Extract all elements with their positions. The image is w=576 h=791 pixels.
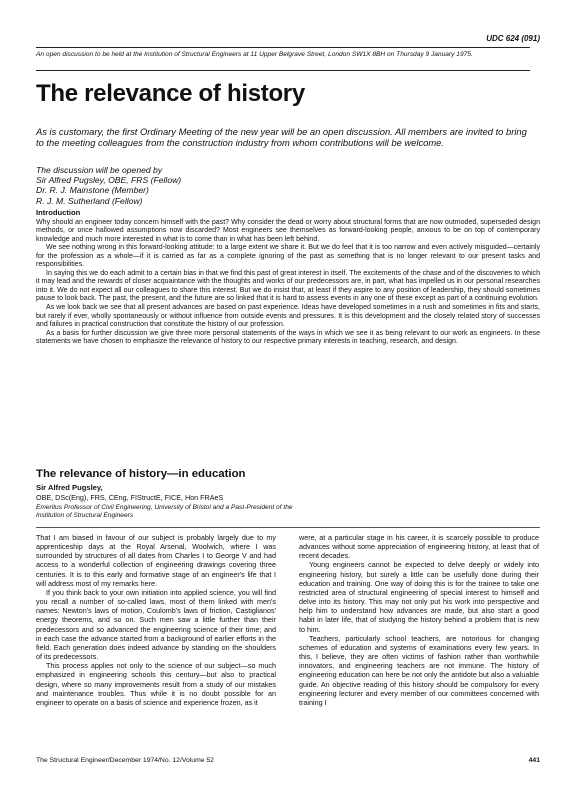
opened-by-line: Dr. R. J. Mainstone (Member) xyxy=(36,185,149,196)
opened-by-line: The discussion will be opened by xyxy=(36,165,163,175)
introduction-section xyxy=(36,209,540,347)
section-title: The relevance of history—in education xyxy=(36,468,246,480)
section-rule xyxy=(36,527,540,528)
body-paragraph: This process applies not only to the science of our subject—so much emphasized in engineering schools this century—but also to practical design, where so many improvements result from a study of our mistakes and maintenance troubles. Thus while it is no doubt possible for an engineer to operate on a basis of science and experience frozen, as it xyxy=(36,661,276,707)
author-qualifications: OBE, DSc(Eng), FRS, CEng, FIStructE, FICE, Hon FRAeS xyxy=(36,493,224,502)
top-rule xyxy=(36,47,530,48)
opened-by-block xyxy=(36,165,336,206)
introduction-heading: Introduction xyxy=(36,208,81,217)
discussion-notice: An open discussion to be held at the Institution of Structural Engineers at 11 Upper Belgrave Street, London SW1X 8BH on Thursday 9 January 1975. xyxy=(36,51,473,58)
invitation-text: As is customary, the first Ordinary Meeting of the new year will be an open discussion. All members are invited to bring to the meeting colleagues from the construction industry from whom contributions will be welcome. xyxy=(36,126,527,149)
author-affiliation: Emeritus Professor of Civil Engineering, University of Bristol and a Past-President of the Institution of Structural Engineers xyxy=(36,504,293,520)
body-paragraph: Teachers, particularly school teachers, are notorious for changing schemes of education and systems of examinations every few years. In this, I believe, they are often victims of fashion rather than worthwhile innovators, and engineering teachers are not immune. The history of engineering education can here be not only the antidote but also a valuable guide. An objective reading of this history should be compulsory for every engineering lecturer and every member of our committees concerned with training I xyxy=(299,633,539,707)
page-number: 441 xyxy=(528,757,540,764)
article-title: The relevance of history xyxy=(36,80,305,107)
journal-footer: The Structural Engineer/December 1974/No. 12/Volume 52 xyxy=(36,757,214,764)
body-paragraph: If you think back to your own initiation into applied science, you will find you recall a number of so-called laws, most of them linked with men's names: Newton's laws of motion, Coulomb's laws of friction, Castiglianos' energy theorems, and so on. Such men saw a little further than their predecessors and so advanced the engineering science of their time; and in each case the advance started from a background of earlier efforts in the field. Each generation does indeed advance by standing on the shoulders of its predecessors. xyxy=(36,587,276,662)
udc-code: UDC 624 (091) xyxy=(486,34,540,43)
body-paragraph: As we look back we see that all present advances are based on past experience. Ideas have developed sometimes in a rush and sometimes in fits and starts, but rarely if ever, wholly spontaneously or without influence from outside events and pressures. It is this development and the closely related story of successes and failures in practical construction that constitute the history of our profession. xyxy=(36,304,540,329)
opened-by-line: R. J. M. Sutherland (Fellow) xyxy=(36,195,143,206)
body-paragraph: Why should an engineer today concern himself with the past? Why consider the dead or worry about structural forms that are now outmoded, superseded design methods, or once hallowed assumptions now discarded? Most engineers see themselves as forward-looking people, anxious to be on top of contemporary knowledge and much more interested in what is to come than in what has been left behind. xyxy=(36,218,540,243)
notice-rule xyxy=(36,70,530,71)
body-paragraph: were, at a particular stage in his career, it is scarcely possible to produce advances without some appreciation of engineering history, at least that of recent decades. xyxy=(299,533,539,561)
left-column xyxy=(36,533,276,707)
body-paragraph: As a basis for further discussion we give three more personal statements of the ways in which we see it as being relevant to our work as engineers. In these statements we have chosen to emphasize the relevance of history to our respective primary interests in teaching, research, and design. xyxy=(36,329,540,346)
body-paragraph: In saying this we do each admit to a certain bias in that we find this past of great interest in itself. The excitements of the chase and of the discoveries to which it may lead and the rewards of closer acquaintance with the thoughts and works of our predecessors are, in part, what has impelled us in our personal researches into it. We do not expect all our colleagues to share this interest. But we do insist that, at least if they aspire to any position of leadership, they should sometimes pause to look back. The past, the present, and the future are so linked that it is hard to assess events in any one of these except as part of a continuing evolution. xyxy=(36,269,540,303)
body-paragraph: That I am biased in favour of our subject is probably largely due to my apprenticeship days at the Royal Arsenal, Woolwich, where I was surrounded by structures of all dates from Charles I to George V and had access to a wonderful collection of engineering drawings covering three centuries. It is to this early and formative stage of an engineer's life that I will address most of my remarks here. xyxy=(36,533,276,588)
body-paragraph: Young engineers cannot be expected to delve deeply or widely into engineering history, but surely a little can be usefully done during their education and training. One way of doing this is for the trainee to take one restricted area of structural engineering of special interest to himself and delve into its history. This may not only put his work into perspective and help him to understand how advances are made, but also start a good habit in later life, that of studying the history behind a problem that is new to him. xyxy=(299,560,539,634)
body-paragraph: We see nothing wrong in this forward-looking attitude: to a large extent we share it. But we do feel that it is too narrow and even actively misguided—certainly for the profession as a whole—if it is carried as far as a complete ignoring of the past as something that is no longer relevant to our present tasks and responsibilities. xyxy=(36,244,540,269)
right-column xyxy=(299,533,539,707)
author-name: Sir Alfred Pugsley, xyxy=(36,483,103,492)
opened-by-line: Sir Alfred Pugsley, OBE, FRS (Fellow) xyxy=(36,175,182,186)
